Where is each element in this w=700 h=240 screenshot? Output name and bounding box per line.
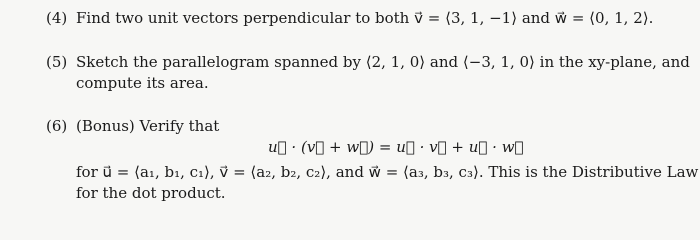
problem-number: (6) — [46, 117, 68, 135]
problem-number: (5) — [46, 53, 68, 71]
problem-text-line: compute its area. — [76, 74, 209, 92]
problem-text-line: Find two unit vectors perpendicular to both v⃗ = ⟨3, 1, −1⟩ and w⃗ = ⟨0, 1, 2⟩. — [76, 9, 654, 27]
problem-text-line: Sketch the parallelogram spanned by ⟨2, 1, 0⟩ and ⟨−3, 1, 0⟩ in the xy-plane, and — [76, 53, 690, 71]
problem-text-line: for u⃗ = ⟨a₁, b₁, c₁⟩, v⃗ = ⟨a₂, b₂, c₂⟩, and w⃗ = ⟨a₃, b₃, c₃⟩. This is the Distributive Law — [76, 163, 699, 181]
display-equation: u⃗ · (v⃗ + w⃗) = u⃗ · v⃗ + u⃗ · w⃗ — [268, 138, 524, 156]
problem-text-line: for the dot product. — [76, 184, 226, 202]
problem-text-line: (Bonus) Verify that — [76, 117, 220, 135]
problem-number: (4) — [46, 9, 68, 27]
